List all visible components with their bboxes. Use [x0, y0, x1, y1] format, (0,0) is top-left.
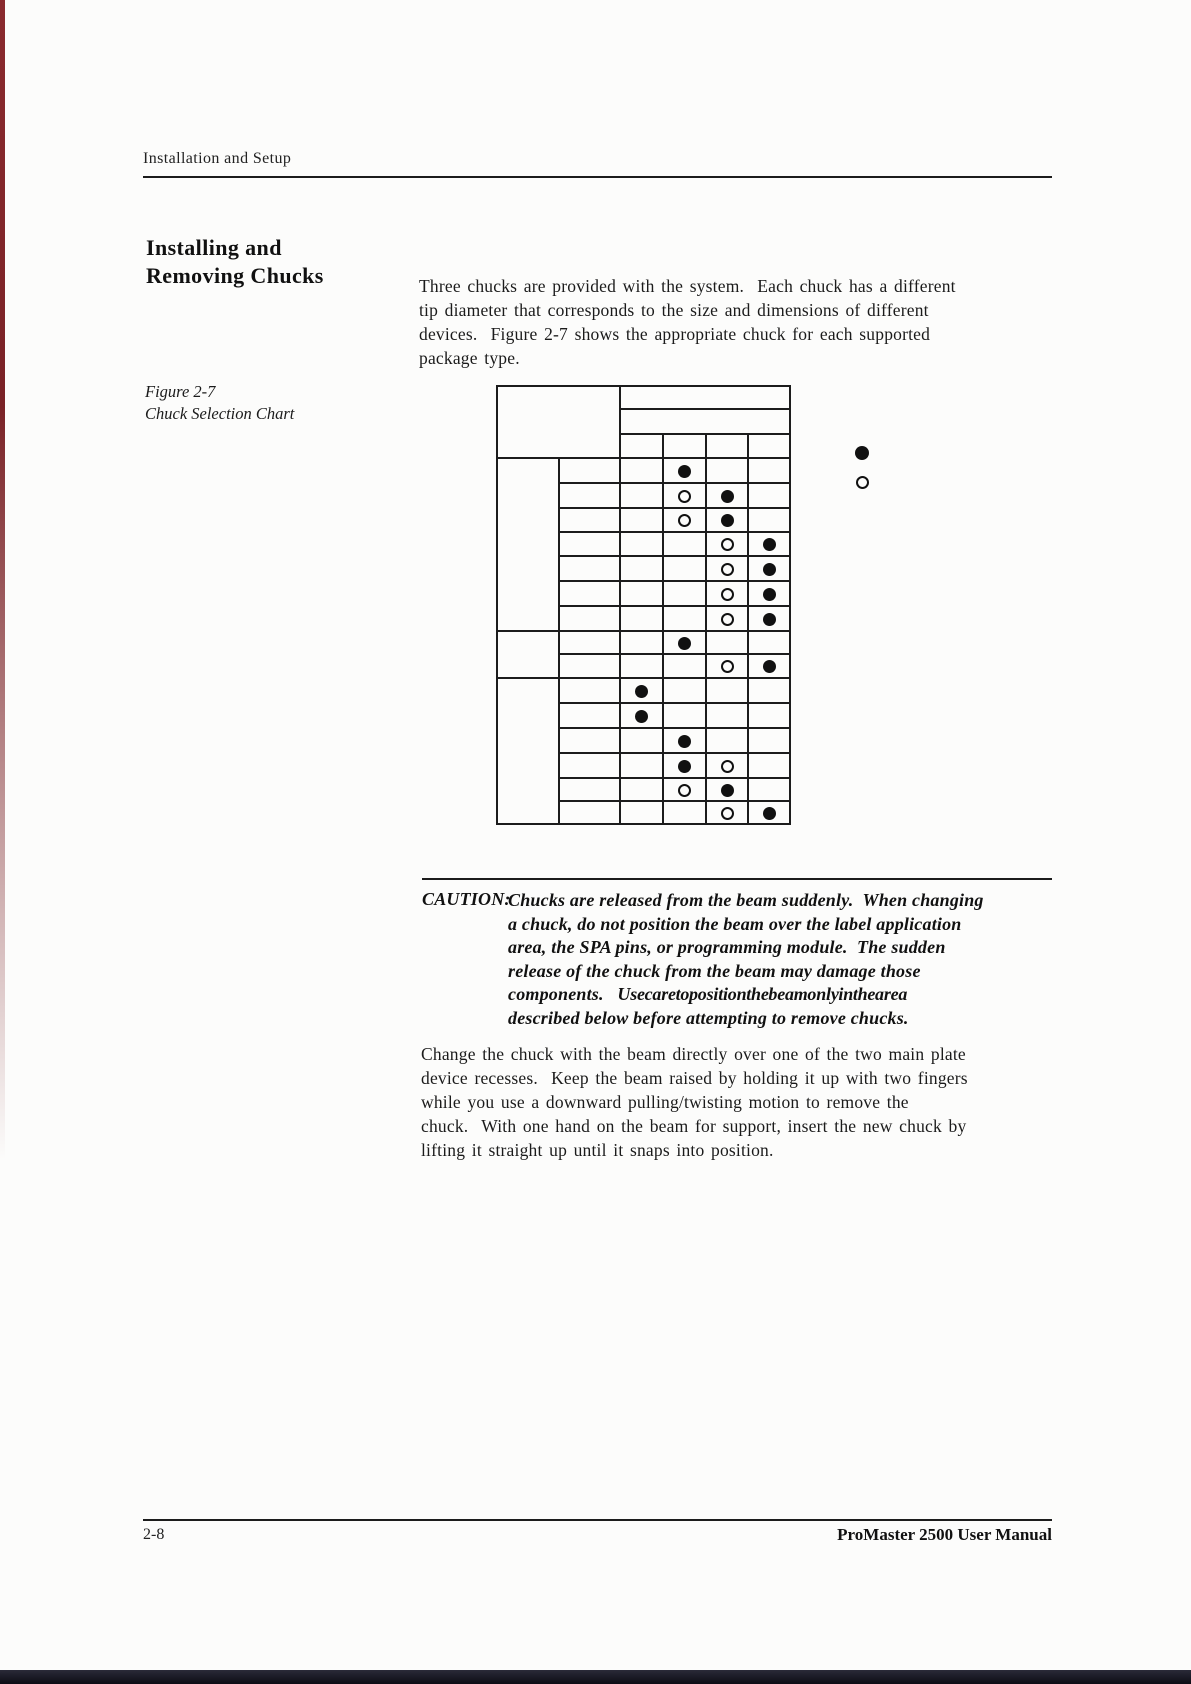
chart-cell [706, 654, 748, 678]
chart-cell [663, 801, 706, 824]
chart-cell [663, 631, 706, 654]
filled-circle-icon [721, 514, 734, 527]
body-line: device recesses. Keep the beam raised by holding it up with two fingers [421, 1068, 968, 1088]
filled-circle-icon [763, 613, 776, 626]
row-label-cell [559, 508, 620, 532]
header-rule [143, 176, 1052, 178]
open-circle-icon [678, 514, 691, 527]
body-paragraph [421, 1042, 968, 1162]
row-label-cell [559, 556, 620, 581]
row-label-cell [559, 532, 620, 556]
table-column-header [620, 434, 663, 458]
table-column-header [748, 434, 790, 458]
row-label-cell [559, 753, 620, 778]
table-column-header [706, 434, 748, 458]
caution-line: a chuck, do not position the beam over the label application [508, 913, 962, 934]
chart-cell [620, 483, 663, 508]
table-row [497, 458, 790, 483]
chart-cell [748, 483, 790, 508]
chart-cell [663, 581, 706, 606]
filled-circle-icon [721, 784, 734, 797]
filled-circle-icon [635, 685, 648, 698]
filled-circle-icon [763, 588, 776, 601]
chart-cell [620, 556, 663, 581]
body-line: Change the chuck with the beam directly over one of the two main plate [421, 1044, 966, 1064]
chart-cell [748, 801, 790, 824]
table-row [497, 386, 790, 409]
table-header-band-2 [620, 409, 790, 434]
chart-cell [663, 728, 706, 753]
row-label-cell [559, 728, 620, 753]
chart-cell [706, 458, 748, 483]
chart-cell [706, 678, 748, 703]
chart-cell [620, 654, 663, 678]
table-corner-cell [497, 386, 620, 458]
chart-cell [748, 532, 790, 556]
section-heading [146, 234, 324, 290]
open-circle-icon [721, 613, 734, 626]
chart-cell [620, 581, 663, 606]
row-label-cell [559, 778, 620, 801]
chart-cell [706, 556, 748, 581]
row-label-cell [559, 703, 620, 728]
chart-cell [748, 458, 790, 483]
chart-cell [706, 508, 748, 532]
chart-cell [620, 778, 663, 801]
chart-cell [620, 703, 663, 728]
chart-cell [706, 483, 748, 508]
row-label-cell [559, 801, 620, 824]
row-label-cell [559, 678, 620, 703]
caution-line: described below before attempting to remove chucks. [508, 1007, 909, 1028]
figure-caption-line: Figure 2-7 [145, 382, 216, 401]
figure-caption [145, 381, 294, 425]
filled-circle-icon [678, 637, 691, 650]
open-circle-icon [721, 760, 734, 773]
chart-cell [748, 556, 790, 581]
figure-caption-line: Chuck Selection Chart [145, 404, 295, 423]
chart-cell [620, 753, 663, 778]
body-line: while you use a downward pulling/twisting motion to remove the [421, 1092, 909, 1112]
filled-circle-icon [721, 490, 734, 503]
caution-line-part: components. [508, 984, 609, 1004]
chart-cell [706, 753, 748, 778]
section-heading-line: Installing and [146, 235, 282, 260]
chart-cell [748, 654, 790, 678]
footer-manual-title: ProMaster 2500 User Manual [837, 1525, 1052, 1544]
intro-line: package type. [419, 348, 520, 368]
group-label-cell [497, 631, 559, 678]
chart-cell [620, 508, 663, 532]
chart-cell [663, 458, 706, 483]
group-label-cell [497, 678, 559, 824]
chart-cell [748, 778, 790, 801]
chart-cell [663, 606, 706, 631]
page-number: 2-8 [143, 1526, 165, 1543]
intro-line: Three chucks are provided with the system. Each chuck has a different [419, 276, 956, 296]
caution-line [508, 983, 984, 1007]
row-label-cell [559, 458, 620, 483]
chart-cell [748, 581, 790, 606]
open-circle-icon [856, 476, 869, 489]
section-heading-line: Removing Chucks [146, 263, 324, 288]
chart-cell [748, 606, 790, 631]
open-circle-icon [721, 538, 734, 551]
intro-paragraph [419, 274, 956, 370]
chart-cell [663, 678, 706, 703]
chart-legend [855, 444, 869, 491]
chart-cell [706, 606, 748, 631]
chart-cell [663, 532, 706, 556]
body-line: lifting it straight up until it snaps into position. [421, 1140, 774, 1160]
chart-cell [620, 801, 663, 824]
row-label-cell [559, 606, 620, 631]
open-circle-icon [678, 490, 691, 503]
chart-cell [748, 703, 790, 728]
chart-cell [706, 728, 748, 753]
chart-cell [706, 532, 748, 556]
legend-item [855, 444, 869, 462]
chart-cell [663, 483, 706, 508]
caution-rule [422, 878, 1052, 880]
table-row [497, 678, 790, 703]
row-label-cell [559, 581, 620, 606]
caution-line: area, the SPA pins, or programming module. The sudden [508, 937, 946, 957]
chart-cell [748, 508, 790, 532]
chart-cell [620, 631, 663, 654]
filled-circle-icon [763, 538, 776, 551]
footer-rule [143, 1519, 1052, 1521]
table-column-header [663, 434, 706, 458]
open-circle-icon [721, 563, 734, 576]
open-circle-icon [678, 784, 691, 797]
table-row [497, 631, 790, 654]
chart-cell [620, 728, 663, 753]
chart-cell [706, 801, 748, 824]
scan-artifact-left-edge [0, 0, 5, 1160]
open-circle-icon [721, 807, 734, 820]
row-label-cell [559, 483, 620, 508]
filled-circle-icon [763, 660, 776, 673]
intro-line: devices. Figure 2-7 shows the appropriate chuck for each supported [419, 324, 931, 344]
open-circle-icon [721, 588, 734, 601]
chart-cell [706, 703, 748, 728]
chart-cell [706, 778, 748, 801]
chart-cell [748, 631, 790, 654]
filled-circle-icon [855, 446, 869, 460]
chuck-selection-table [496, 385, 791, 825]
body-line: chuck. With one hand on the beam for support, insert the new chuck by [421, 1116, 967, 1136]
filled-circle-icon [678, 760, 691, 773]
chart-cell [706, 631, 748, 654]
filled-circle-icon [763, 563, 776, 576]
caution-line: release of the chuck from the beam may damage those [508, 960, 921, 981]
chart-cell [663, 556, 706, 581]
legend-item [856, 473, 869, 491]
chart-cell [663, 778, 706, 801]
filled-circle-icon [678, 735, 691, 748]
filled-circle-icon [763, 807, 776, 820]
chart-cell [663, 508, 706, 532]
chart-cell [748, 753, 790, 778]
chart-cell [663, 703, 706, 728]
chart-cell [620, 678, 663, 703]
chart-cell [748, 678, 790, 703]
caution-paragraph [508, 889, 984, 1030]
filled-circle-icon [635, 710, 648, 723]
caution-line-part-squished: Use care to position the beam only in the area [617, 984, 908, 1004]
row-label-cell [559, 654, 620, 678]
chart-cell [620, 532, 663, 556]
running-header: Installation and Setup [143, 150, 292, 167]
intro-line: tip diameter that corresponds to the size and dimensions of different [419, 300, 929, 320]
chart-cell [620, 606, 663, 631]
chart-cell [663, 753, 706, 778]
row-label-cell [559, 631, 620, 654]
chart-cell [706, 581, 748, 606]
scan-artifact-bottom-edge [0, 1670, 1191, 1684]
caution-label: CAUTION: [422, 889, 511, 909]
table-header-band-1 [620, 386, 790, 409]
chart-cell [748, 728, 790, 753]
chart-cell [663, 654, 706, 678]
chart-cell [620, 458, 663, 483]
group-label-cell [497, 458, 559, 631]
open-circle-icon [721, 660, 734, 673]
caution-line: Chucks are released from the beam suddenly. When changing [508, 890, 984, 910]
filled-circle-icon [678, 465, 691, 478]
